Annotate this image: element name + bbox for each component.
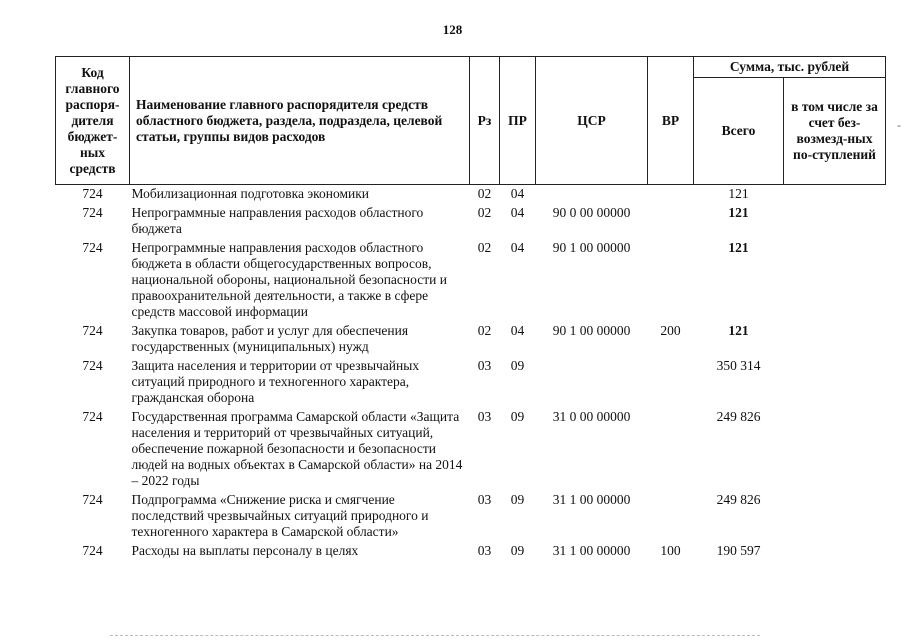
cell-total: 249 826 (716, 409, 761, 424)
cell-pr: 09 (510, 358, 525, 373)
cell-csr: 90 1 00 00000 (552, 240, 631, 255)
cell-rz: 02 (477, 186, 492, 201)
cell-name: Подпрограмма «Снижение риска и смягчение последствий чрезвычайных ситуаций природного и техногенного характера в Самарской области» (131, 492, 429, 539)
cell-vr (648, 239, 694, 322)
cell-code: 724 (82, 205, 103, 220)
header-rz: Рз (470, 57, 500, 185)
table-row (56, 491, 886, 542)
cell-csr: 31 1 00 00000 (552, 543, 631, 558)
cell-rz: 02 (477, 323, 492, 338)
cell-free (784, 322, 886, 357)
cell-csr: 90 1 00 00000 (552, 323, 631, 338)
cell-free (784, 491, 886, 542)
cell-pr: 04 (510, 240, 525, 255)
cell-total: 121 (728, 323, 749, 338)
budget-table (55, 56, 886, 561)
cell-rz: 02 (477, 205, 492, 220)
table-row (56, 408, 886, 491)
cell-code: 724 (82, 409, 103, 424)
footer-rule (110, 635, 760, 636)
cell-csr: 90 0 00 00000 (552, 205, 631, 220)
cell-total: 121 (728, 186, 749, 201)
cell-total: 121 (728, 240, 749, 255)
header-vr: ВР (648, 57, 694, 185)
cell-csr (536, 357, 648, 408)
table-row (56, 239, 886, 322)
cell-vr (648, 204, 694, 239)
header-pr: ПР (500, 57, 536, 185)
cell-rz: 02 (477, 240, 492, 255)
cell-name: Мобилизационная подготовка экономики (131, 186, 370, 201)
cell-vr (648, 408, 694, 491)
cell-pr: 04 (510, 205, 525, 220)
table-row (56, 357, 886, 408)
cell-csr: 31 1 00 00000 (552, 492, 631, 507)
cell-code: 724 (82, 358, 103, 373)
header-free: в том числе за счет без-возмезд-ных по-ступлений (784, 78, 886, 185)
cell-pr: 04 (510, 323, 525, 338)
cell-name: Расходы на выплаты персоналу в целях (131, 543, 359, 558)
table-row (56, 322, 886, 357)
cell-vr (648, 357, 694, 408)
header-code: Код главного распоря-дителя бюджет-ных средств (56, 57, 130, 185)
header-csr: ЦСР (536, 57, 648, 185)
cell-pr: 09 (510, 543, 525, 558)
cell-code: 724 (82, 186, 103, 201)
table-header (56, 57, 886, 185)
cell-total: 350 314 (716, 358, 761, 373)
cell-rz: 03 (477, 358, 492, 373)
cell-free (784, 185, 886, 205)
cell-pr: 09 (510, 492, 525, 507)
header-sum: Сумма, тыс. рублей (694, 57, 886, 78)
cell-name: Непрограммные направления расходов областного бюджета (131, 205, 424, 236)
cell-rz: 03 (477, 409, 492, 424)
cell-vr: 200 (660, 323, 681, 338)
cell-free (784, 239, 886, 322)
cell-free (784, 357, 886, 408)
cell-code: 724 (82, 240, 103, 255)
cell-vr: 100 (660, 543, 681, 558)
header-total: Всего (694, 78, 784, 185)
cell-free (784, 542, 886, 561)
cell-pr: 09 (510, 409, 525, 424)
cell-code: 724 (82, 492, 103, 507)
cell-csr: 31 0 00 00000 (552, 409, 631, 424)
cell-name: Государственная программа Самарской области «Защита населения и территорий от чрезвычайных ситуаций, обеспечение пожарной безопасности и безопасности людей на водных объектах в Самарской области» на 2014 – 2022 годы (131, 409, 463, 488)
header-name: Наименование главного распорядителя средств областного бюджета, раздела, подраздела, целевой статьи, группы видов расходов (130, 57, 470, 185)
cell-total: 249 826 (716, 492, 761, 507)
table-row (56, 204, 886, 239)
page-number: 128 (442, 22, 463, 37)
cell-code: 724 (82, 323, 103, 338)
cell-total: 190 597 (716, 543, 761, 558)
cell-free (784, 204, 886, 239)
cell-total: 121 (728, 205, 749, 220)
cell-vr (648, 491, 694, 542)
cell-name: Непрограммные направления расходов областного бюджета в области общегосударственных вопросов, национальной обороны, национальной безопасности и правоохранительной деятельности, а также в сфере средств массовой информации (131, 240, 447, 319)
cell-vr (648, 185, 694, 205)
table-body (56, 185, 886, 562)
cell-name: Закупка товаров, работ и услуг для обеспечения государственных (муниципальных) нужд (131, 323, 409, 354)
table-row (56, 185, 886, 205)
cell-free (784, 408, 886, 491)
cell-pr: 04 (510, 186, 525, 201)
cell-rz: 03 (477, 543, 492, 558)
margin-mark: - (897, 118, 901, 132)
table-row (56, 542, 886, 561)
cell-name: Защита населения и территории от чрезвычайных ситуаций природного и техногенного характера, гражданская оборона (131, 358, 420, 405)
cell-rz: 03 (477, 492, 492, 507)
cell-csr (536, 185, 648, 205)
cell-code: 724 (82, 543, 103, 558)
